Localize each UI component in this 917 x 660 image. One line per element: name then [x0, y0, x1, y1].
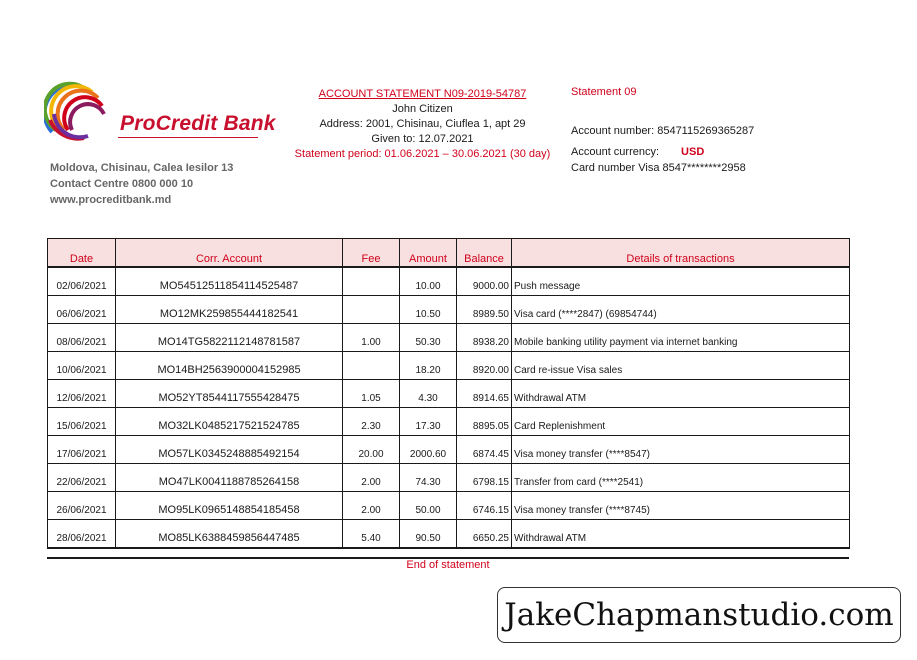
account-currency-label: Account currency:: [571, 146, 660, 158]
row-fee: 2.00: [343, 464, 400, 492]
row-corr-account: MO57LK0345248885492154: [116, 436, 343, 464]
row-balance: 6798.15: [457, 464, 512, 492]
table-row: [48, 520, 850, 549]
row-corr-account: MO54512511854114525487: [116, 267, 343, 296]
row-date: 02/06/2021: [48, 267, 116, 296]
row-amount: 50.00: [400, 492, 457, 520]
row-fee: [343, 296, 400, 324]
row-details: Card Replenishment: [512, 408, 850, 436]
row-date: 22/06/2021: [48, 464, 116, 492]
row-corr-account: MO47LK0041188785264158: [116, 464, 343, 492]
bank-name-underline: [118, 137, 258, 138]
table-header-row: [48, 239, 850, 268]
row-balance: 6746.15: [457, 492, 512, 520]
row-details: Visa money transfer (****8745): [512, 492, 850, 520]
row-date: 26/06/2021: [48, 492, 116, 520]
row-details: Mobile banking utility payment via internet banking: [512, 324, 850, 352]
row-details: Card re-issue Visa sales: [512, 352, 850, 380]
row-date: 15/06/2021: [48, 408, 116, 436]
account-currency-value: USD: [681, 146, 705, 158]
row-corr-account: MO32LK0485217521524785: [116, 408, 343, 436]
row-corr-account: MO85LK6388459856447485: [116, 520, 343, 549]
row-amount: 90.50: [400, 520, 457, 549]
header-date: Date: [48, 239, 116, 268]
table-row: [48, 296, 850, 324]
row-balance: 8938.20: [457, 324, 512, 352]
account-currency: [571, 146, 704, 158]
table-row: [48, 324, 850, 352]
row-balance: 9000.00: [457, 267, 512, 296]
card-number: Card number Visa 8547********2958: [571, 162, 746, 174]
row-balance: 8920.00: [457, 352, 512, 380]
table-row: [48, 380, 850, 408]
row-details: Visa card (****2847) (69854744): [512, 296, 850, 324]
row-details: Push message: [512, 267, 850, 296]
row-amount: 10.00: [400, 267, 457, 296]
row-fee: 2.00: [343, 492, 400, 520]
given-to: Given to: 12.07.2021: [371, 133, 474, 145]
row-amount: 2000.60: [400, 436, 457, 464]
header-details: Details of transactions: [512, 239, 850, 268]
row-corr-account: MO52YT8544117555428475: [116, 380, 343, 408]
row-date: 10/06/2021: [48, 352, 116, 380]
table-row: [48, 352, 850, 380]
row-details: Visa money transfer (****8547): [512, 436, 850, 464]
bank-address: Moldova, Chisinau, Calea Iesilor 13: [50, 162, 234, 174]
end-of-statement: End of statement: [406, 559, 490, 571]
table-row: [48, 436, 850, 464]
bank-contact: Contact Centre 0800 000 10: [50, 178, 194, 190]
row-amount: 50.30: [400, 324, 457, 352]
bank-logo-icon: [44, 80, 116, 142]
bank-name: ProCredit Bank: [120, 112, 276, 135]
row-corr-account: MO14BH2563900004152985: [116, 352, 343, 380]
table-row: [48, 492, 850, 520]
row-balance: 8989.50: [457, 296, 512, 324]
row-corr-account: MO14TG5822112148781587: [116, 324, 343, 352]
row-amount: 18.20: [400, 352, 457, 380]
holder-address: Address: 2001, Chisinau, Ciuflea 1, apt 29: [319, 118, 526, 130]
row-fee: 2.30: [343, 408, 400, 436]
row-balance: 8914.65: [457, 380, 512, 408]
row-date: 06/06/2021: [48, 296, 116, 324]
table-row: [48, 267, 850, 296]
header-fee: Fee: [343, 239, 400, 268]
row-corr-account: MO12MK259855444182541: [116, 296, 343, 324]
row-details: Transfer from card (****2541): [512, 464, 850, 492]
row-amount: 17.30: [400, 408, 457, 436]
header-corr-account: Corr. Account: [116, 239, 343, 268]
account-holder: John Citizen: [392, 103, 453, 115]
row-details: Withdrawal ATM: [512, 520, 850, 549]
header-balance: Balance: [457, 239, 512, 268]
statement-period: Statement period: 01.06.2021 – 30.06.2021 (30 day): [294, 148, 551, 160]
watermark-badge: JakeChapmanstudio.com: [497, 587, 901, 643]
row-amount: 10.50: [400, 296, 457, 324]
row-fee: 1.00: [343, 324, 400, 352]
statement-number: Statement 09: [571, 86, 637, 98]
row-fee: 1.05: [343, 380, 400, 408]
row-balance: 6874.45: [457, 436, 512, 464]
row-balance: 6650.25: [457, 520, 512, 549]
row-date: 17/06/2021: [48, 436, 116, 464]
header-amount: Amount: [400, 239, 457, 268]
transactions-table: [47, 238, 850, 549]
row-amount: 74.30: [400, 464, 457, 492]
table-row: [48, 464, 850, 492]
row-fee: 5.40: [343, 520, 400, 549]
row-fee: [343, 352, 400, 380]
bank-website[interactable]: www.procreditbank.md: [50, 194, 172, 206]
row-fee: [343, 267, 400, 296]
statement-title: ACCOUNT STATEMENT N09-2019-54787: [318, 88, 527, 100]
table-row: [48, 408, 850, 436]
row-fee: 20.00: [343, 436, 400, 464]
row-date: 28/06/2021: [48, 520, 116, 549]
row-date: 12/06/2021: [48, 380, 116, 408]
row-details: Withdrawal ATM: [512, 380, 850, 408]
row-balance: 8895.05: [457, 408, 512, 436]
account-number: Account number: 8547115269365287: [571, 125, 755, 137]
row-corr-account: MO95LK0965148854185458: [116, 492, 343, 520]
row-amount: 4.30: [400, 380, 457, 408]
row-date: 08/06/2021: [48, 324, 116, 352]
